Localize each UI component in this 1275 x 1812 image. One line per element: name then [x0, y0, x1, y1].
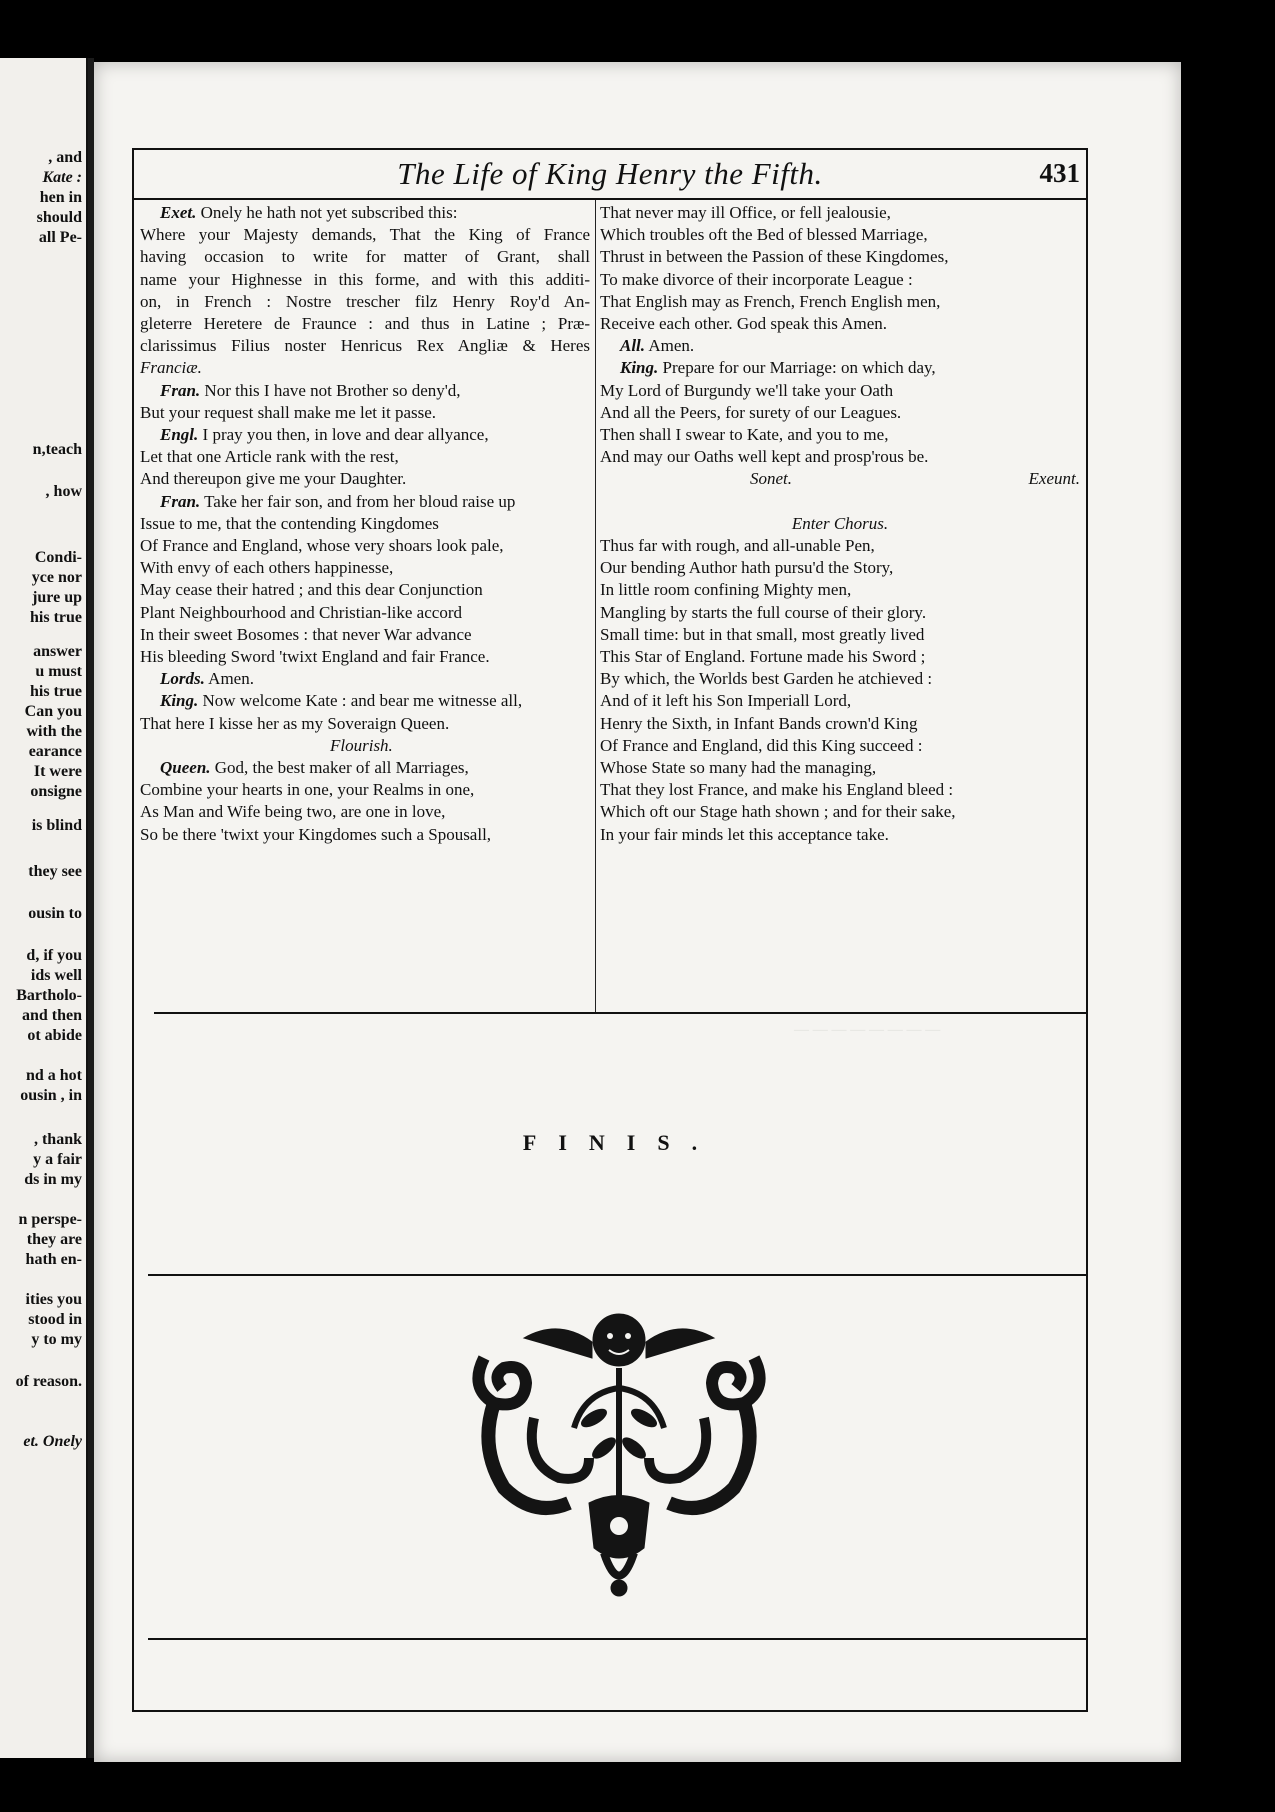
speech-line — [140, 668, 590, 690]
line-text: God, the best maker of all Marriages, — [210, 758, 469, 778]
line-text: That here I kisse her as my Soveraign Queen. — [140, 713, 450, 733]
verse-line — [140, 269, 590, 291]
verse-line — [140, 513, 590, 535]
line-text: His bleeding Sword 'twixt England and fair France. — [140, 647, 490, 667]
line-text: Issue to me, that the contending Kingdomes — [140, 513, 439, 533]
line-text: Let that one Article rank with the rest, — [140, 447, 399, 467]
facing-page-text: of reason. — [15, 1373, 82, 1390]
verse-line — [140, 646, 590, 668]
verse-line — [600, 424, 1080, 446]
stage-direction — [140, 735, 590, 757]
verse-line — [600, 269, 1080, 291]
line-text: In little room confining Mighty men, — [600, 580, 852, 600]
line-text: Our bending Author hath pursu'd the Story, — [600, 558, 894, 578]
verse-line — [600, 757, 1080, 779]
line-text: I pray you then, in love and dear allyance, — [198, 425, 489, 445]
speech-line — [600, 357, 1080, 379]
facing-page-text: ids well — [30, 967, 82, 984]
verse-line — [140, 713, 590, 735]
verse-line — [600, 291, 1080, 313]
verse-line — [600, 801, 1080, 823]
line-text: My Lord of Burgundy we'll take your Oath — [600, 380, 894, 400]
line-text: Where your Majesty demands, That the King of France — [140, 225, 590, 245]
verse-line — [600, 446, 1080, 468]
facing-page-text: answer — [33, 643, 82, 660]
line-text: Flourish. — [330, 735, 393, 755]
facing-page-text: earance — [28, 743, 82, 760]
line-text: Franciæ. — [140, 358, 202, 378]
verse-line — [600, 668, 1080, 690]
line-text: Prepare for our Marriage: on which day, — [658, 358, 936, 378]
line-text: To make divorce of their incorporate League : — [600, 269, 913, 289]
facing-page-text: y to my — [31, 1331, 82, 1348]
verse-line — [140, 535, 590, 557]
facing-page-text: , and — [48, 149, 82, 166]
facing-page-text: nd a hot — [25, 1067, 82, 1084]
speech-line — [140, 202, 590, 224]
verse-line — [600, 602, 1080, 624]
facing-page-fragment — [0, 58, 88, 1758]
speaker-name: King. — [160, 691, 199, 711]
line-text: clarissimus Filius noster Henricus Rex Angliæ & Heres — [140, 336, 590, 356]
facing-page-text: yce nor — [31, 569, 82, 586]
speaker-name: Exet. — [160, 203, 197, 222]
facing-page-text: u must — [35, 663, 82, 680]
page-header — [134, 150, 1086, 200]
page-number: 431 — [1039, 158, 1080, 188]
stage-direction-row — [600, 468, 1080, 490]
verse-line — [140, 557, 590, 579]
speaker-name: Fran. — [160, 380, 201, 400]
stage-direction: Sonet. — [750, 469, 793, 489]
finis-heading: FINIS. — [522, 1130, 720, 1155]
speaker-name: King. — [620, 358, 659, 378]
line-text: Now welcome Kate : and bear me witnesse all, — [198, 691, 523, 711]
verse-line — [140, 313, 590, 335]
facing-page-text: his true — [30, 609, 82, 626]
facing-page-text: they are — [26, 1231, 82, 1248]
verse-line — [600, 690, 1080, 712]
verse-line — [140, 468, 590, 490]
verse-line — [140, 246, 590, 268]
verse-line — [600, 779, 1080, 801]
cherub-ornament-icon — [464, 1298, 774, 1608]
line-text: Thus far with rough, and all-unable Pen, — [600, 536, 875, 556]
line-text: on, in French : Nostre trescher filz Henry Roy'd An- — [140, 291, 590, 311]
verse-line — [600, 202, 1080, 224]
facing-page-text: and then — [21, 1007, 82, 1024]
facing-page-text: is blind — [31, 817, 82, 834]
right-text-column — [600, 202, 1080, 846]
verse-line — [140, 624, 590, 646]
facing-page-text: ds in my — [24, 1171, 82, 1188]
line-text: Enter Chorus. — [791, 513, 889, 533]
verse-line — [600, 579, 1080, 601]
line-text: As Man and Wife being two, are one in love, — [140, 802, 446, 822]
line-text: So be there 'twixt your Kingdomes such a Spousall, — [140, 824, 492, 844]
facing-page-text: Condi- — [34, 549, 82, 566]
stage-direction: Exeunt. — [1028, 469, 1080, 489]
facing-page-text: should — [36, 209, 82, 226]
facing-page-text: , thank — [33, 1131, 82, 1148]
line-text: Onely he hath not yet subscribed this: — [196, 203, 458, 222]
verse-line — [140, 801, 590, 823]
facing-page-text: jure up — [32, 589, 82, 606]
verse-line — [600, 402, 1080, 424]
column-divider — [595, 200, 596, 1012]
verse-line — [600, 624, 1080, 646]
verse-line — [140, 335, 590, 357]
line-text: Small time: but in that small, most greatly lived — [600, 624, 925, 644]
line-text: Of France and England, whose very shoars look pale, — [140, 536, 504, 556]
blank-line — [600, 491, 1080, 513]
verse-line — [600, 557, 1080, 579]
line-text: Which troubles oft the Bed of blessed Marriage, — [600, 225, 928, 245]
facing-page-text: hen in — [39, 189, 82, 206]
speaker-name: All. — [620, 336, 646, 356]
speaker-name: Fran. — [160, 491, 201, 511]
facing-page-text: Kate : — [42, 169, 82, 186]
line-text: And of it left his Son Imperiall Lord, — [600, 691, 852, 711]
line-text: Nor this I have not Brother so deny'd, — [200, 380, 461, 400]
facing-page-text: ot abide — [27, 1027, 82, 1044]
facing-page-text: with the — [26, 723, 82, 740]
facing-page-text: stood in — [28, 1311, 82, 1328]
speech-line — [140, 690, 590, 712]
facing-page-text: ousin , in — [20, 1087, 82, 1104]
bleed-through: — — — — — — — — — [794, 1022, 941, 1038]
line-text: Of France and England, did this King succeed : — [600, 735, 923, 755]
speaker-name: Queen. — [160, 758, 211, 778]
left-text-column — [140, 202, 590, 846]
speech-line — [140, 757, 590, 779]
verse-line — [600, 313, 1080, 335]
line-text: Plant Neighbourhood and Christian-like accord — [140, 602, 462, 622]
verse-line — [600, 224, 1080, 246]
section-rule — [148, 1638, 1086, 1640]
line-text: That English may as French, French English men, — [600, 291, 941, 311]
line-text: Henry the Sixth, in Infant Bands crown'd King — [600, 713, 918, 733]
verse-line — [140, 779, 590, 801]
line-text: And may our Oaths well kept and prosp'rous be. — [600, 447, 929, 467]
facing-page-text: y a fair — [33, 1151, 82, 1168]
line-text: Mangling by starts the full course of their glory. — [600, 602, 927, 622]
verse-line — [600, 735, 1080, 757]
line-text: Combine your hearts in one, your Realms in one, — [140, 780, 475, 800]
section-rule — [148, 1274, 1086, 1276]
line-text: And all the Peers, for surety of our Leagues. — [600, 402, 902, 422]
facing-page-text: all Pe- — [38, 229, 82, 246]
line-text: Take her fair son, and from her bloud raise up — [200, 491, 516, 511]
line-text: Amen. — [204, 669, 254, 689]
speech-line — [140, 380, 590, 402]
verse-line — [140, 402, 590, 424]
line-text: Which oft our Stage hath shown ; and for their sake, — [600, 802, 956, 822]
facing-page-text: onsigne — [30, 783, 82, 800]
verse-line — [600, 824, 1080, 846]
speaker-name: Engl. — [160, 425, 199, 445]
facing-page-text: , how — [45, 483, 82, 500]
line-text: That never may ill Office, or fell jealousie, — [600, 203, 891, 222]
line-text: May cease their hatred ; and this dear Conjunction — [140, 580, 483, 600]
line-text: And thereupon give me your Daughter. — [140, 469, 407, 489]
line-text: In your fair minds let this acceptance take. — [600, 824, 889, 844]
line-text: Thrust in between the Passion of these Kingdomes, — [600, 247, 949, 267]
line-text: But your request shall make me let it passe. — [140, 402, 437, 422]
line-text: Receive each other. God speak this Amen. — [600, 314, 888, 334]
facing-page-text: It were — [33, 763, 82, 780]
text-frame — [132, 148, 1088, 1712]
line-text: Whose State so many had the managing, — [600, 758, 877, 778]
facing-page-text: his true — [30, 683, 82, 700]
facing-page-text: et. Onely — [23, 1433, 82, 1450]
facing-page-text: they see — [28, 863, 82, 880]
line-text: gleterre Heretere de Fraunce : and thus in Latine ; Præ- — [140, 314, 590, 334]
verse-line — [140, 579, 590, 601]
verse-line — [600, 535, 1080, 557]
verse-line — [140, 224, 590, 246]
speech-line — [140, 491, 590, 513]
book-page — [94, 62, 1181, 1762]
section-rule — [154, 1012, 1086, 1014]
speech-line — [140, 424, 590, 446]
facing-page-text: n perspe- — [18, 1211, 82, 1228]
line-text: This Star of England. Fortune made his Sword ; — [600, 647, 926, 667]
line-text: In their sweet Bosomes : that never War advance — [140, 624, 472, 644]
line-text: having occasion to write for matter of Grant, shall — [140, 247, 590, 267]
verse-line — [600, 646, 1080, 668]
verse-line — [140, 446, 590, 468]
speaker-name: Lords. — [160, 669, 205, 689]
line-text: Amen. — [645, 336, 695, 356]
verse-line — [140, 824, 590, 846]
speech-line — [600, 335, 1080, 357]
verse-line — [600, 713, 1080, 735]
facing-page-text: ities you — [25, 1291, 82, 1308]
stage-direction — [600, 513, 1080, 535]
line-text: Then shall I swear to Kate, and you to me, — [600, 425, 889, 445]
facing-page-text: hath en- — [25, 1251, 82, 1268]
verse-line — [140, 602, 590, 624]
facing-page-text: ousin to — [28, 905, 82, 922]
verse-line — [600, 246, 1080, 268]
line-text: That they lost France, and make his England bleed : — [600, 780, 954, 800]
line-text: By which, the Worlds best Garden he atchieved : — [600, 669, 933, 689]
verse-line — [140, 291, 590, 313]
facing-page-text: d, if you — [26, 947, 82, 964]
running-title: The Life of King Henry the Fifth. — [397, 156, 823, 191]
facing-page-text: n,teach — [32, 441, 82, 458]
stage-direction — [140, 357, 590, 379]
verse-line — [600, 380, 1080, 402]
facing-page-text: Can you — [24, 703, 82, 720]
facing-page-text: Bartholo- — [16, 987, 82, 1004]
line-text: With envy of each others happinesse, — [140, 558, 394, 578]
line-text: name your Highnesse in this forme, and with this additi- — [140, 269, 590, 289]
